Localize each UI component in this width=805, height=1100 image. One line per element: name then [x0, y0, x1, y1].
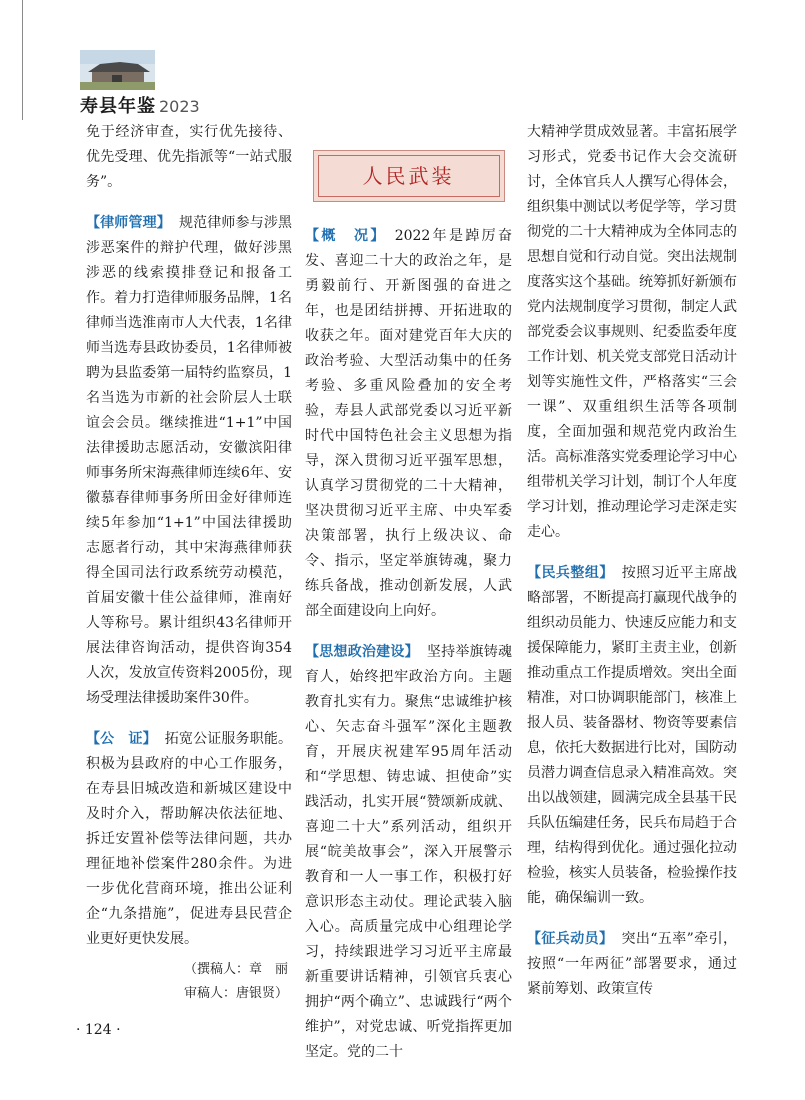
column-2 [305, 120, 512, 1065]
page-number: · 124 · [76, 1022, 121, 1038]
yearbook-year: 2023 [159, 97, 200, 116]
section-body: 按照习近平主席战略部署，不断提高打赢现代战争的组织动员能力、快速反应能力和支援保障能力，紧盯主责主业，创新推动重点工作提质增效。突出全面精准，对口协调职能部门，核准上报人员、装备器材、物资等要素信息，依托大数据进行比对，国防动员潜力调查信息录入精准高效。突出以战领建，圆满完成全县基干民兵队伍编建任务，民兵布局趋于合理，结构得到优化。通过强化拉动检验，核实人员装备，检验操作技能，确保编训一致。 [527, 565, 738, 906]
section-body: 2022年是踔厉奋发、喜迎二十大的政治之年，是勇毅前行、开新图强的奋进之年，也是团结拼搏、开拓进取的收获之年。面对建党百年大庆的政治考验、大型活动集中的任务考验、多重风险叠加的安全考验，寿县人武部党委以习近平新时代中国特色社会主义思想为指导，深入贯彻习近平强军思想，认真学习贯彻党的二十大精神，坚决贯彻习近平主席、中央军委决策部署，执行上级决议、命令、指示，坚定举旗铸魂，聚力练兵备战，推动创新发展，人武部全面建设向上向好。 [305, 228, 512, 619]
chapter-title: 人民武装 [362, 163, 455, 188]
margin-rule [22, 0, 23, 120]
paragraph: 大精神学贯成效显著。丰富拓展学习形式，党委书记作大会交流研讨，全体官兵人人撰写心得体会，组织集中测试以考促学等，学习贯彻党的二十大精神成为全体同志的思想自觉和行动自觉。突出法规制度落实这个基础。统筹抓好新颁布党内法规制度学习贯彻，制定人武部党委会议事规则、纪委监委年度工作计划、机关党支部党日活动计划等实施性文件，严格落实“三会一课”、双重组织生活等各项制度，全面加强和规范党内政治生活。高标准落实党委理论学习中心组带机关学习计划，制订个人年度学习计划，推动理论学习走深走实走心。 [527, 124, 737, 540]
section-body: 突出“五率”牵引，按照“一年两征”部署要求，通过紧前筹划、政策宣传 [527, 931, 737, 997]
militia-section [527, 561, 737, 911]
paragraph: 免于经济审查，实行优先接待、优先受理、优先指派等“一站式服务”。 [86, 124, 292, 190]
section-heading: 【思想政治建设】 [305, 644, 419, 660]
lawyer-section [86, 211, 292, 711]
column-1 [86, 120, 292, 1006]
yearbook-brand: 寿县年鉴 [80, 96, 156, 117]
writer-credit: （撰稿人：章 丽 [183, 962, 288, 977]
chapter-banner [313, 150, 505, 202]
overview-section [305, 224, 512, 624]
running-header [80, 92, 200, 116]
section-body: 规范律师参与涉黑涉恶案件的辩护代理，做好涉黑涉恶的线索摸排登记和报备工作。着力打造律师服务品牌，1名律师当选淮南市人大代表，1名律师当选寿县政协委员，1名律师被聘为县监委第一届特约监察员，1名当选为市新的社会阶层人士联谊会会员。继续推进“1+1”中国法律援助志愿活动，安徽滨阳律师事务所宋海燕律师连续6年、安徽慕春律师事务所田金好律师连续5年参加“1+1”中国法律援助志愿者行动，其中宋海燕律师获得全国司法行政系统劳动模范，首届安徽十佳公益律师，淮南好人等称号。累计组织43名律师开展法律咨询活动，提供咨询354人次，发放宣传资料2005份，现场受理法律援助案件30件。 [86, 215, 293, 706]
notary-section [86, 727, 292, 952]
section-body: 坚持举旗铸魂育人，始终把牢政治方向。主题教育扎实有力。聚焦“忠诚维护核心、矢志奋斗强军”深化主题教育，开展庆祝建军95周年活动和“学思想、铸忠诚、担使命”实践活动，扎实开展“赞颂新成就、喜迎二十大”系列活动，组织开展“皖美故事会”，深入开展警示教育和一人一事工作，积极打好意识形态主动仗。理论武装入脑入心。高质量完成中心组理论学习，持续跟进学习习近平主席最新重要讲话精神，引领官兵衷心拥护“两个确立”、忠诚践行“两个维护”，对党忠诚、听党指挥更加坚定。党的二十 [305, 644, 513, 1060]
section-heading: 【民兵整组】 [527, 565, 614, 581]
section-heading: 【概 况】 [305, 228, 387, 244]
section-heading: 【征兵动员】 [527, 931, 614, 947]
reviewer-credit: 审稿人：唐银贤） [183, 986, 288, 1001]
ideology-section [305, 640, 512, 1065]
header-photo [80, 50, 155, 90]
credits [86, 958, 292, 1006]
recruit-section [527, 927, 737, 1002]
section-heading: 【公 证】 [86, 731, 157, 747]
column-3 [527, 120, 737, 1002]
section-heading: 【律师管理】 [86, 215, 171, 231]
section-body: 拓宽公证服务职能。积极为县政府的中心工作服务，在寿县旧城改造和新城区建设中及时介入，帮助解决依法征地、拆迁安置补偿等法律问题，共办理征地补偿案件280余件。为进一步优化营商环境，推出公证利企“九条措施”，促进寿县民营企业更好更快发展。 [86, 731, 293, 947]
